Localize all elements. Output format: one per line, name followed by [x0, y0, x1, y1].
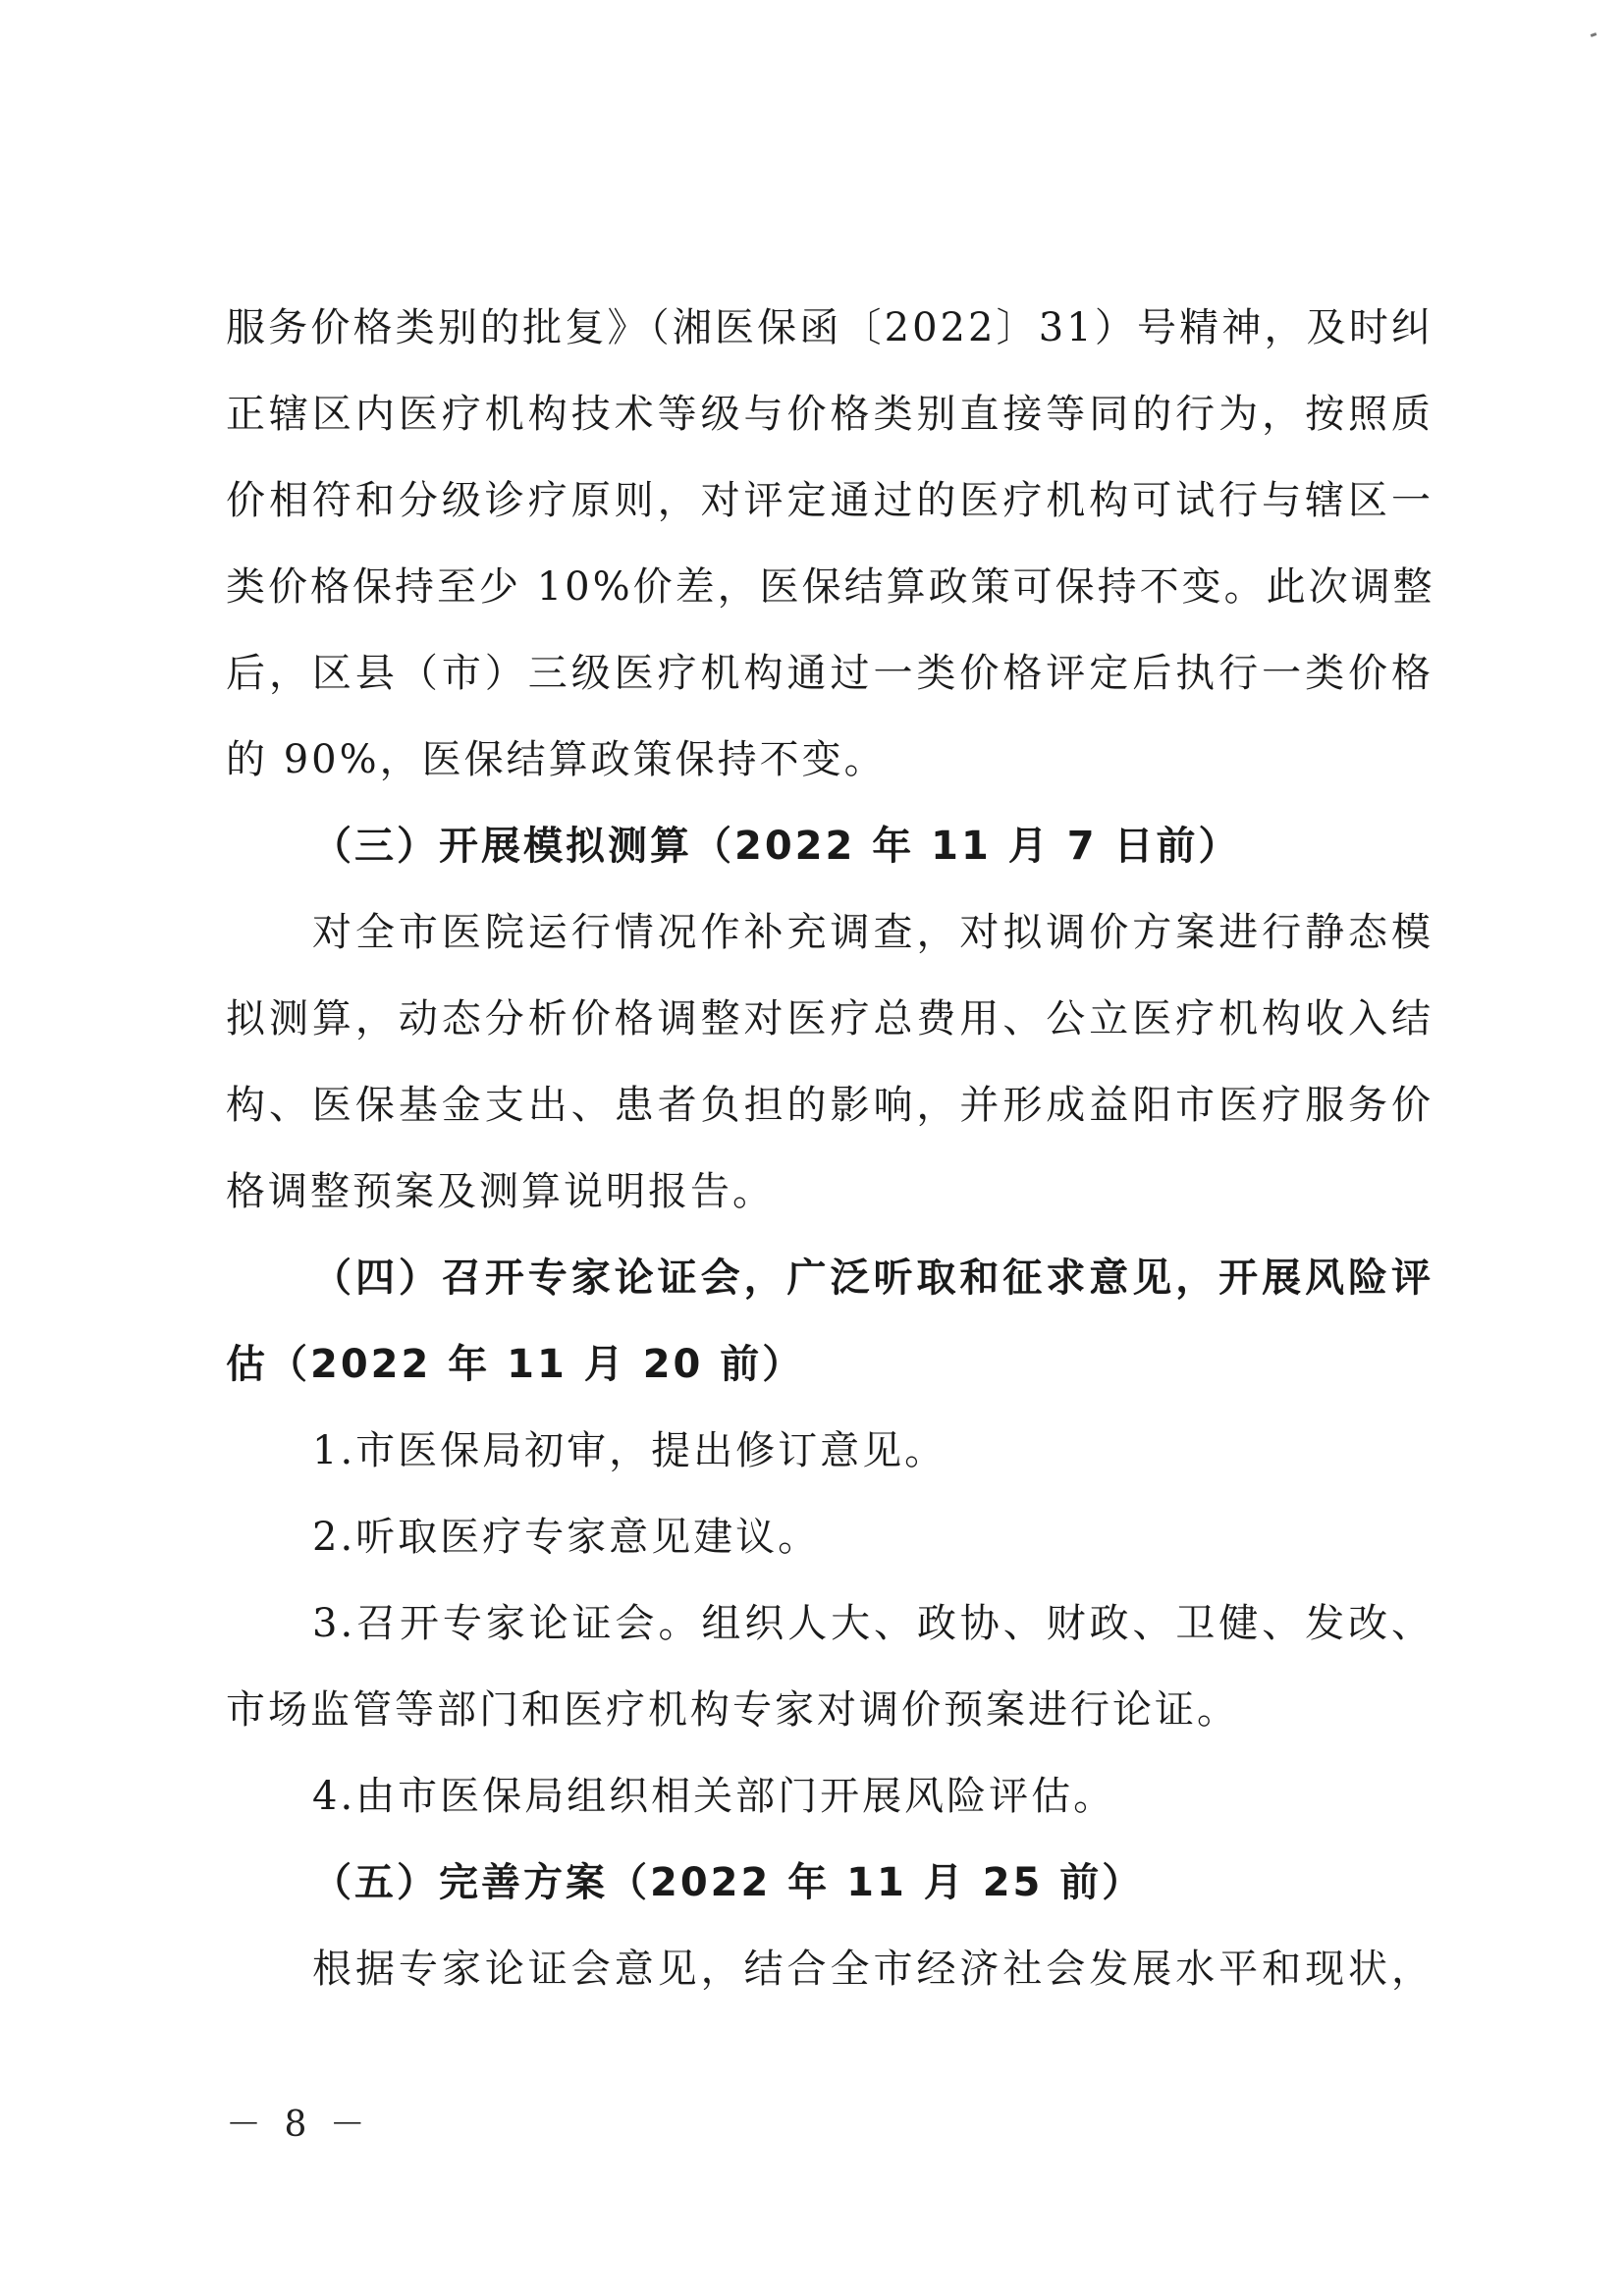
body-text-line: 正辖区内医疗机构技术等级与价格类别直接等同的行为，按照质 — [226, 392, 1434, 437]
list-item: 2.听取医疗专家意见建议。 — [312, 1515, 821, 1560]
list-item: 1.市医保局初审，提出修订意见。 — [312, 1428, 947, 1473]
section-heading-4: （四）召开专家论证会，广泛听取和征求意见，开展风险评 — [312, 1255, 1434, 1301]
body-text-line: 根据专家论证会意见，结合全市经济社会发展水平和现状， — [312, 1947, 1434, 1992]
section-heading-3: （三）开展模拟测算（2022 年 11 月 7 日前） — [312, 824, 1241, 869]
body-text-line: 拟测算，动态分析价格调整对医疗总费用、公立医疗机构收入结 — [226, 996, 1434, 1041]
body-text-line: 价相符和分级诊疗原则，对评定通过的医疗机构可试行与辖区一 — [226, 478, 1434, 523]
list-item-cont: 市场监管等部门和医疗机构专家对调价预案进行论证。 — [226, 1687, 1239, 1733]
list-item: 4.由市医保局组织相关部门开展风险评估。 — [312, 1774, 1116, 1819]
body-text-line: 格调整预案及测算说明报告。 — [226, 1169, 775, 1214]
scan-mark — [1591, 32, 1597, 37]
page-number: － 8 － — [226, 2105, 371, 2145]
body-text-line: 服务价格类别的批复》（湘医保函〔2022〕31）号精神，及时纠 — [226, 305, 1434, 350]
body-text-line: 类价格保持至少 10%价差，医保结算政策可保持不变。此次调整 — [226, 564, 1435, 610]
list-item: 3.召开专家论证会。组织人大、政协、财政、卫健、发改、 — [312, 1601, 1434, 1646]
body-text-line: 的 90%，医保结算政策保持不变。 — [226, 737, 887, 782]
section-heading-5: （五）完善方案（2022 年 11 月 25 前） — [312, 1860, 1145, 1905]
body-text-line: 后，区县（市）三级医疗机构通过一类价格评定后执行一类价格 — [226, 651, 1434, 696]
section-heading-4-cont: 估（2022 年 11 月 20 前） — [226, 1342, 805, 1387]
body-text-line: 对全市医院运行情况作补充调查，对拟调价方案进行静态模 — [312, 910, 1434, 955]
body-text-line: 构、医保基金支出、患者负担的影响，并形成益阳市医疗服务价 — [226, 1083, 1434, 1128]
